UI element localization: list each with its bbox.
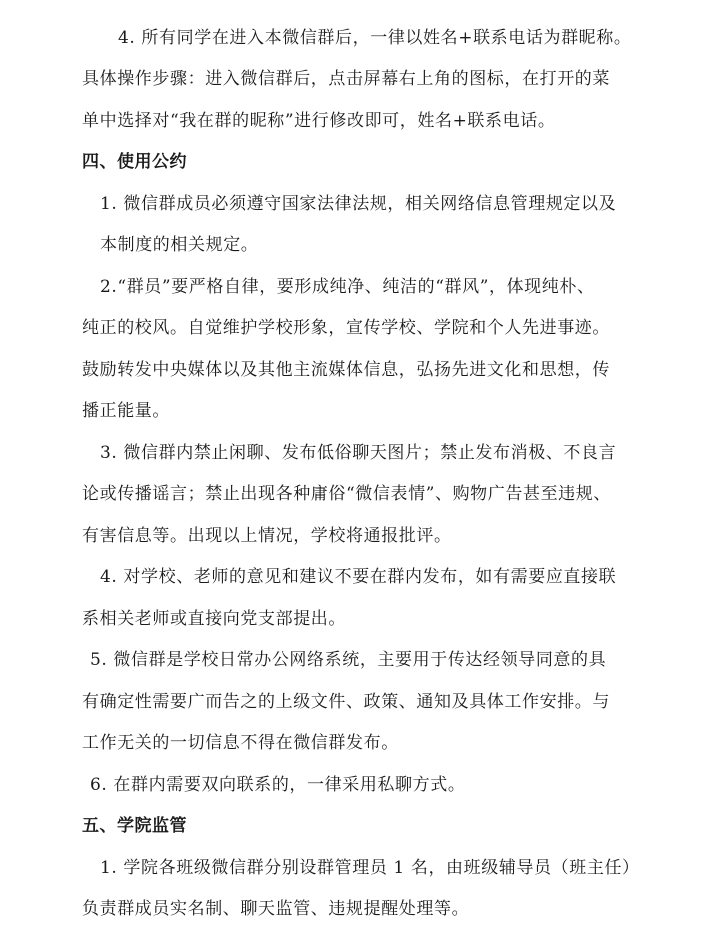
rule-4-line-2: 系相关老师或直接向党支部提出。 bbox=[82, 609, 346, 629]
paragraph-4-line-1: 4. 所有同学在进入本微信群后，一律以姓名+联系电话为群昵称。 bbox=[118, 28, 632, 48]
rule-5-line-1: 5. 微信群是学校日常办公网络系统，主要用于传达经领导同意的具 bbox=[90, 650, 607, 670]
rule-4-line-1: 4. 对学校、老师的意见和建议不要在群内发布，如有需要应直接联 bbox=[100, 567, 617, 587]
rule-1-line-1: 1. 微信群成员必须遵守国家法律法规，相关网络信息管理规定以及 bbox=[100, 194, 617, 214]
supervision-1-line-1: 1. 学院各班级微信群分别设群管理员 1 名，由班级辅导员（班主任） bbox=[100, 858, 640, 878]
rule-3-line-3: 有害信息等。出现以上情况，学校将通报批评。 bbox=[82, 526, 452, 546]
rule-5-line-2: 有确定性需要广而告之的上级文件、政策、通知及具体工作安排。与 bbox=[82, 692, 610, 712]
rule-2-line-4: 播正能量。 bbox=[82, 401, 170, 421]
rule-2-line-3: 鼓励转发中央媒体以及其他主流媒体信息，弘扬先进文化和思想，传 bbox=[82, 360, 610, 380]
rule-2-line-2: 纯正的校风。自觉维护学校形象，宣传学校、学院和个人先进事迹。 bbox=[82, 318, 610, 338]
rule-3-line-1: 3. 微信群内禁止闲聊、发布低俗聊天图片；禁止发布消极、不良言 bbox=[100, 443, 617, 463]
supervision-1-line-2: 负责群成员实名制、聊天监管、违规提醒处理等。 bbox=[82, 899, 470, 919]
paragraph-4-line-3: 单中选择对“我在群的昵称”进行修改即可，姓名+联系电话。 bbox=[82, 111, 556, 131]
rule-2-line-1: 2.“群员”要严格自律，要形成纯净、纯洁的“群风”，体现纯朴、 bbox=[100, 277, 595, 297]
section-heading-college-supervision: 五、学院监管 bbox=[82, 816, 187, 836]
rule-3-line-2: 论或传播谣言；禁止出现各种庸俗“微信表情”、购物广告甚至违规、 bbox=[82, 484, 611, 504]
rule-5-line-3: 工作无关的一切信息不得在微信群发布。 bbox=[82, 733, 399, 753]
paragraph-4-line-2: 具体操作步骤：进入微信群后，点击屏幕右上角的图标，在打开的菜 bbox=[82, 69, 610, 89]
section-heading-usage-rules: 四、使用公约 bbox=[82, 152, 187, 172]
rule-6-line-1: 6. 在群内需要双向联系的，一律采用私聊方式。 bbox=[90, 775, 466, 795]
rule-1-line-2: 本制度的相关规定。 bbox=[100, 235, 259, 255]
